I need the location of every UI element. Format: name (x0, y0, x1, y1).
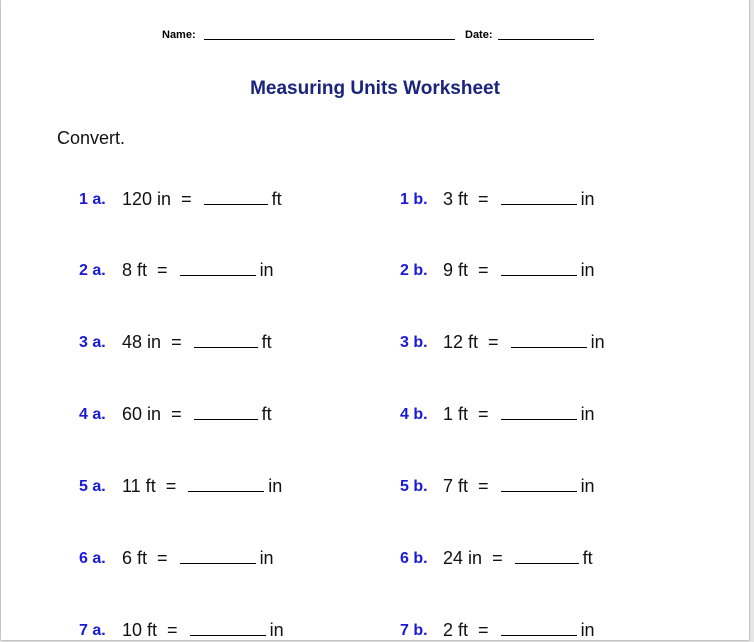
equals-sign: = (478, 189, 489, 209)
equals-sign: = (478, 260, 489, 280)
answer-blank (180, 259, 256, 276)
problem-value: 10 ft (122, 620, 158, 640)
problem-expression (443, 259, 595, 281)
problem-unit: ft (261, 332, 272, 352)
problem-label: 4 b. (400, 406, 428, 423)
problem-unit: ft (271, 189, 282, 209)
problem-expression (122, 475, 282, 497)
answer-blank (501, 259, 577, 276)
problem-unit: ft (261, 404, 272, 424)
problem-expression (122, 619, 284, 641)
equals-sign: = (157, 260, 168, 280)
answer-blank (501, 403, 577, 420)
problem-value: 8 ft (122, 260, 148, 280)
answer-blank (204, 188, 268, 205)
equals-sign: = (478, 476, 489, 496)
problem-unit: in (580, 260, 595, 280)
answer-blank (194, 403, 258, 420)
problem-value: 24 in (443, 548, 483, 568)
answer-blank (194, 331, 258, 348)
problem-unit: in (269, 620, 284, 640)
problem-expression (443, 331, 605, 353)
equals-sign: = (167, 620, 178, 640)
problem-value: 60 in (122, 404, 162, 424)
problem-unit: in (580, 404, 595, 424)
problem-label: 1 a. (79, 191, 106, 208)
problem-unit: ft (582, 548, 593, 568)
problem-expression (122, 259, 274, 281)
problem-label: 7 b. (400, 622, 428, 639)
problem-value: 6 ft (122, 548, 148, 568)
problem-label: 4 a. (79, 406, 106, 423)
problem-unit: in (580, 476, 595, 496)
problem-label: 5 b. (400, 478, 428, 495)
problem-expression (443, 547, 593, 569)
answer-blank (501, 619, 577, 636)
problem-label: 6 b. (400, 550, 428, 567)
problem-expression (443, 619, 595, 641)
instructions: Convert. (57, 128, 126, 148)
equals-sign: = (478, 620, 489, 640)
problem-unit: in (580, 189, 595, 209)
problem-value: 7 ft (443, 476, 469, 496)
date-label: Date: (465, 29, 493, 41)
problem-label: 2 b. (400, 262, 428, 279)
worksheet-title: Measuring Units Worksheet (250, 78, 500, 99)
problem-unit: in (259, 260, 274, 280)
equals-sign: = (492, 548, 503, 568)
answer-blank (515, 547, 579, 564)
problem-expression (443, 475, 595, 497)
problem-value: 2 ft (443, 620, 469, 640)
answer-blank (190, 619, 266, 636)
equals-sign: = (171, 332, 182, 352)
problem-unit: in (259, 548, 274, 568)
problem-expression (122, 403, 272, 425)
problem-label: 6 a. (79, 550, 106, 567)
problem-label: 7 a. (79, 622, 106, 639)
problem-value: 9 ft (443, 260, 469, 280)
answer-blank (188, 475, 264, 492)
problem-value: 48 in (122, 332, 162, 352)
date-blank-line (498, 39, 594, 40)
problem-value: 12 ft (443, 332, 479, 352)
problem-expression (122, 331, 272, 353)
problem-label: 1 b. (400, 191, 428, 208)
problem-unit: in (580, 620, 595, 640)
problem-value: 3 ft (443, 189, 469, 209)
equals-sign: = (171, 404, 182, 424)
problem-label: 5 a. (79, 478, 106, 495)
worksheet-page (1, 0, 749, 640)
problem-value: 1 ft (443, 404, 469, 424)
problem-label: 2 a. (79, 262, 106, 279)
name-blank-line (204, 39, 455, 40)
answer-blank (501, 475, 577, 492)
problem-label: 3 a. (79, 334, 106, 351)
problem-label: 3 b. (400, 334, 428, 351)
name-label: Name: (162, 29, 196, 41)
problem-expression (122, 547, 274, 569)
equals-sign: = (488, 332, 499, 352)
equals-sign: = (165, 476, 177, 496)
equals-sign: = (181, 189, 192, 209)
problem-unit: in (268, 476, 283, 496)
problem-value: 120 in (122, 189, 172, 209)
answer-blank (501, 188, 577, 205)
answer-blank (511, 331, 587, 348)
problem-expression (122, 188, 282, 210)
problem-expression (443, 403, 595, 425)
problem-expression (443, 188, 595, 210)
problem-unit: in (590, 332, 605, 352)
equals-sign: = (478, 404, 489, 424)
problem-value: 11 ft (122, 476, 156, 496)
answer-blank (180, 547, 256, 564)
equals-sign: = (157, 548, 168, 568)
